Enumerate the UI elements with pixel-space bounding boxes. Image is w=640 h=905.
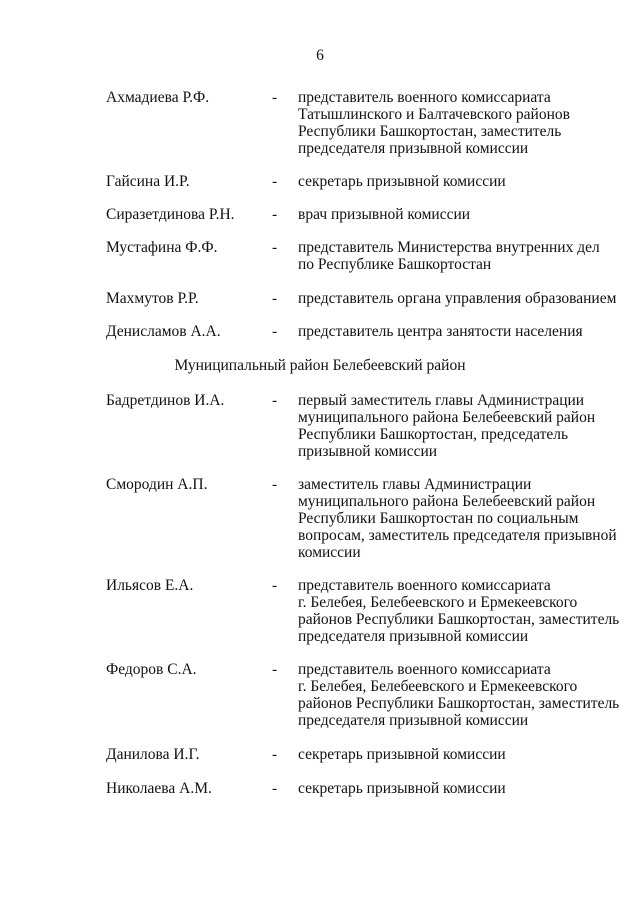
member-name: Ильясов Е.А. — [106, 577, 194, 594]
member-role-line: Республики Башкортостан, заместитель — [298, 123, 562, 140]
member-role-line: председателя призывной комиссии — [298, 140, 529, 157]
member-name: Сиразетдинова Р.Н. — [106, 206, 235, 223]
entry-dash: - — [272, 577, 278, 594]
member-role-line: первый заместитель главы Администрации — [298, 392, 585, 409]
entry-dash: - — [272, 89, 278, 106]
entry-dash: - — [272, 661, 278, 678]
member-role-line: районов Республики Башкортостан, заместитель — [298, 695, 620, 712]
member-role-line: секретарь призывной комиссии — [298, 173, 506, 190]
member-role-line: секретарь призывной комиссии — [298, 746, 506, 763]
member-role-line: врач призывной комиссии — [298, 206, 471, 223]
member-role-line: представитель органа управления образованием — [298, 290, 617, 307]
member-role-line: муниципального района Белебеевский район — [298, 493, 596, 510]
member-name: Бадретдинов И.А. — [106, 392, 225, 409]
member-role — [298, 661, 628, 729]
member-role — [298, 239, 628, 273]
member-name: Махмутов Р.Р. — [106, 290, 199, 307]
member-role-line: вопросам, заместитель председателя призывной — [298, 527, 617, 544]
entry-dash: - — [272, 323, 278, 340]
entry-dash: - — [272, 780, 278, 797]
member-role — [298, 89, 628, 157]
member-role-line: Татышлинского и Балтачевского районов — [298, 106, 570, 123]
member-role-line: г. Белебея, Белебеевского и Ермекеевского — [298, 678, 578, 695]
member-name: Федоров С.А. — [106, 661, 197, 678]
member-name: Смородин А.П. — [106, 476, 208, 493]
member-role-line: муниципального района Белебеевский район — [298, 409, 596, 426]
member-role-line: районов Республики Башкортостан, заместитель — [298, 611, 620, 628]
member-role-line: Республики Башкортостан, председатель — [298, 426, 569, 443]
member-name: Денисламов А.А. — [106, 323, 221, 340]
member-role-line: председателя призывной комиссии — [298, 628, 529, 645]
member-role-line: представитель военного комиссариата — [298, 661, 551, 678]
member-role-line: представитель Министерства внутренних дел — [298, 239, 600, 256]
member-role-line: представитель военного комиссариата — [298, 577, 551, 594]
member-role — [298, 476, 628, 561]
member-role-line: председателя призывной комиссии — [298, 712, 529, 729]
page-number: 6 — [316, 47, 324, 64]
member-name: Мустафина Ф.Ф. — [106, 239, 218, 256]
member-role — [298, 577, 628, 645]
member-role-line: по Республике Башкортостан — [298, 256, 492, 273]
member-role-line: секретарь призывной комиссии — [298, 780, 506, 797]
entry-dash: - — [272, 239, 278, 256]
member-role — [298, 323, 628, 340]
member-role — [298, 206, 628, 223]
member-role — [298, 173, 628, 190]
entry-dash: - — [272, 173, 278, 190]
member-role — [298, 290, 628, 307]
member-role-line: представитель военного комиссариата — [298, 89, 551, 106]
section-heading: Муниципальный район Белебеевский район — [174, 357, 466, 374]
entry-dash: - — [272, 290, 278, 307]
entry-dash: - — [272, 392, 278, 409]
member-name: Данилова И.Г. — [106, 746, 200, 763]
member-role — [298, 746, 628, 763]
member-role-line: призывной комиссии — [298, 443, 438, 460]
entry-dash: - — [272, 746, 278, 763]
member-role-line: комиссии — [298, 544, 361, 561]
entry-dash: - — [272, 206, 278, 223]
member-role-line: Республики Башкортостан по социальным — [298, 510, 579, 527]
member-role-line: г. Белебея, Белебеевского и Ермекеевского — [298, 594, 578, 611]
entry-dash: - — [272, 476, 278, 493]
member-name: Гайсина И.Р. — [106, 173, 190, 190]
member-role — [298, 392, 628, 460]
member-name: Николаева А.М. — [106, 780, 212, 797]
member-role-line: представитель центра занятости населения — [298, 323, 583, 340]
member-role-line: заместитель главы Администрации — [298, 476, 532, 493]
member-role — [298, 780, 628, 797]
member-name: Ахмадиева Р.Ф. — [106, 89, 210, 106]
